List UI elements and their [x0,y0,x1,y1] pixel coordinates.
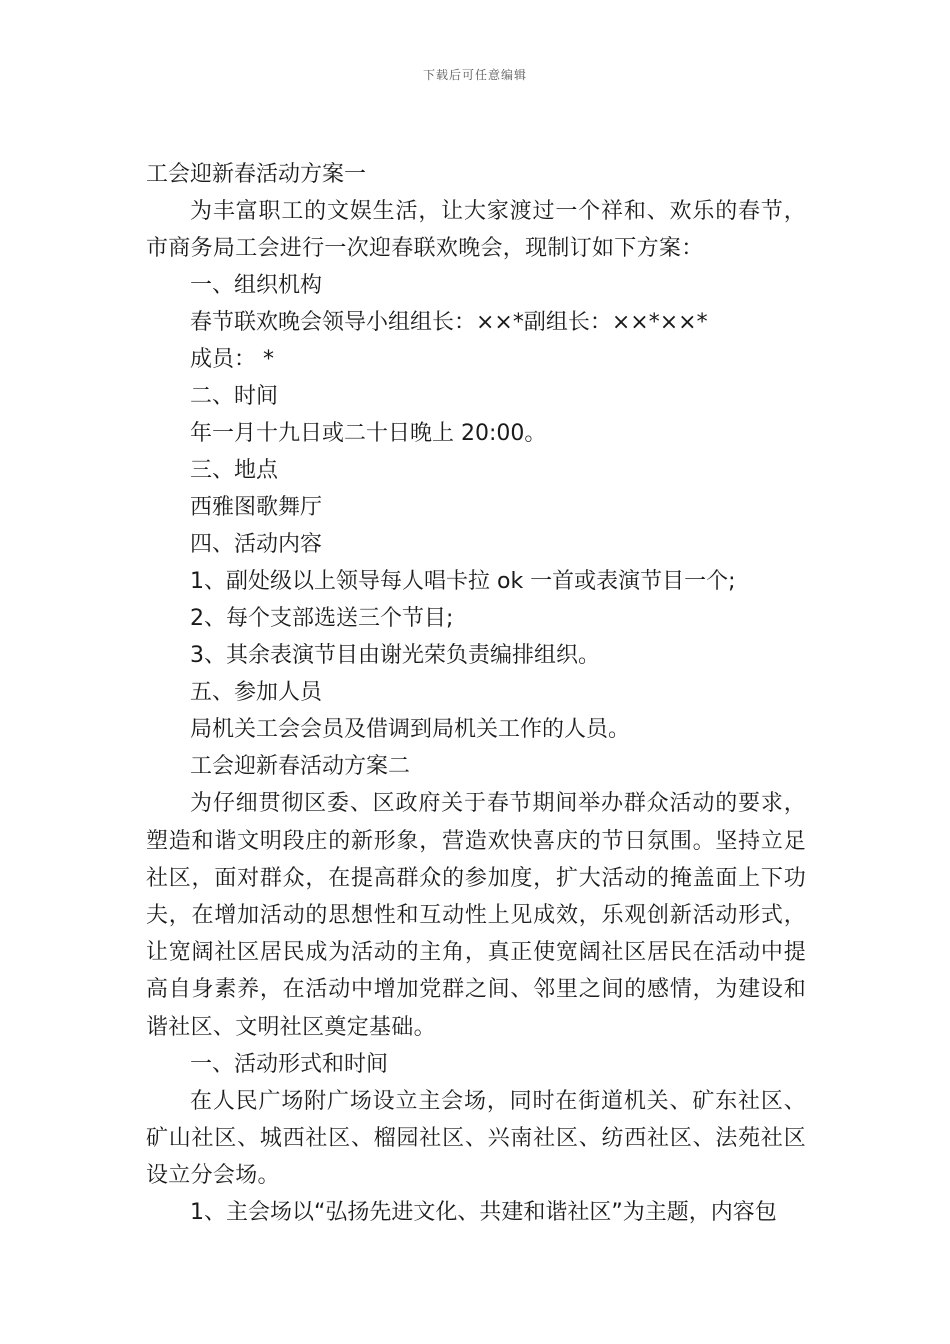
event-location: 西雅图歌舞厅 [190,495,323,521]
document-body [146,156,806,1231]
participants: 局机关工会会员及借调到局机关工作的人员。 [190,717,631,743]
organization-leaders: 春节联欢晚会领导小组组长：××*副组长：××*××* [190,310,708,336]
content-item-3: 3、其余表演节目由谢光荣负责编排组织。 [190,643,600,669]
organization-members: 成员： * [190,347,274,373]
section-participants-heading: 五、参加人员 [190,680,323,706]
plan-two-form-paragraph: 在人民广场附广场设立主会场，同时在街道机关、矿东社区、矿山社区、城西社区、榴园社区、兴南社区、纺西社区、法苑社区设立分会场。 [146,1088,806,1189]
plan-one-title: 工会迎新春活动方案一 [146,162,367,187]
section-organization-heading: 一、组织机构 [190,273,323,299]
plan-two-title: 工会迎新春活动方案二 [190,754,411,780]
section-time-heading: 二、时间 [190,384,279,410]
plan-two-intro: 为仔细贯彻区委、区政府关于春节期间举办群众活动的要求，塑造和谐文明段庄的新形象，营造欢快喜庆的节日氛围。坚持立足社区，面对群众，在提高群众的参加度，扩大活动的掩盖面上下功夫，在增加活动的思想性和互动性上见成效，乐观创新活动形式，让宽阔社区居民成为活动的主角，真正使宽阔社区居民在活动中提高自身素养，在活动中增加党群之间、邻里之间的感情，为建设和谐社区、文明社区奠定基础。 [146,791,806,1040]
section-location-heading: 三、地点 [190,458,279,484]
plan-two-section-form-heading: 一、活动形式和时间 [190,1051,389,1077]
section-content-heading: 四、活动内容 [190,532,323,558]
content-item-1: 1、副处级以上领导每人唱卡拉 ok 一首或表演节目一个; [190,569,736,595]
plan-one-intro: 为丰富职工的文娱生活，让大家渡过一个祥和、欢乐的春节，市商务局工会进行一次迎春联欢晚会，现制订如下方案： [146,199,806,262]
header-note: 下载后可任意编辑 [422,68,527,82]
plan-two-item-1: 1、主会场以“弘扬先进文化、共建和谐社区”为主题，内容包 [190,1200,777,1226]
event-time: 年一月十九日或二十日晚上 20:00。 [190,421,547,447]
content-item-2: 2、每个支部选送三个节目; [190,606,454,632]
